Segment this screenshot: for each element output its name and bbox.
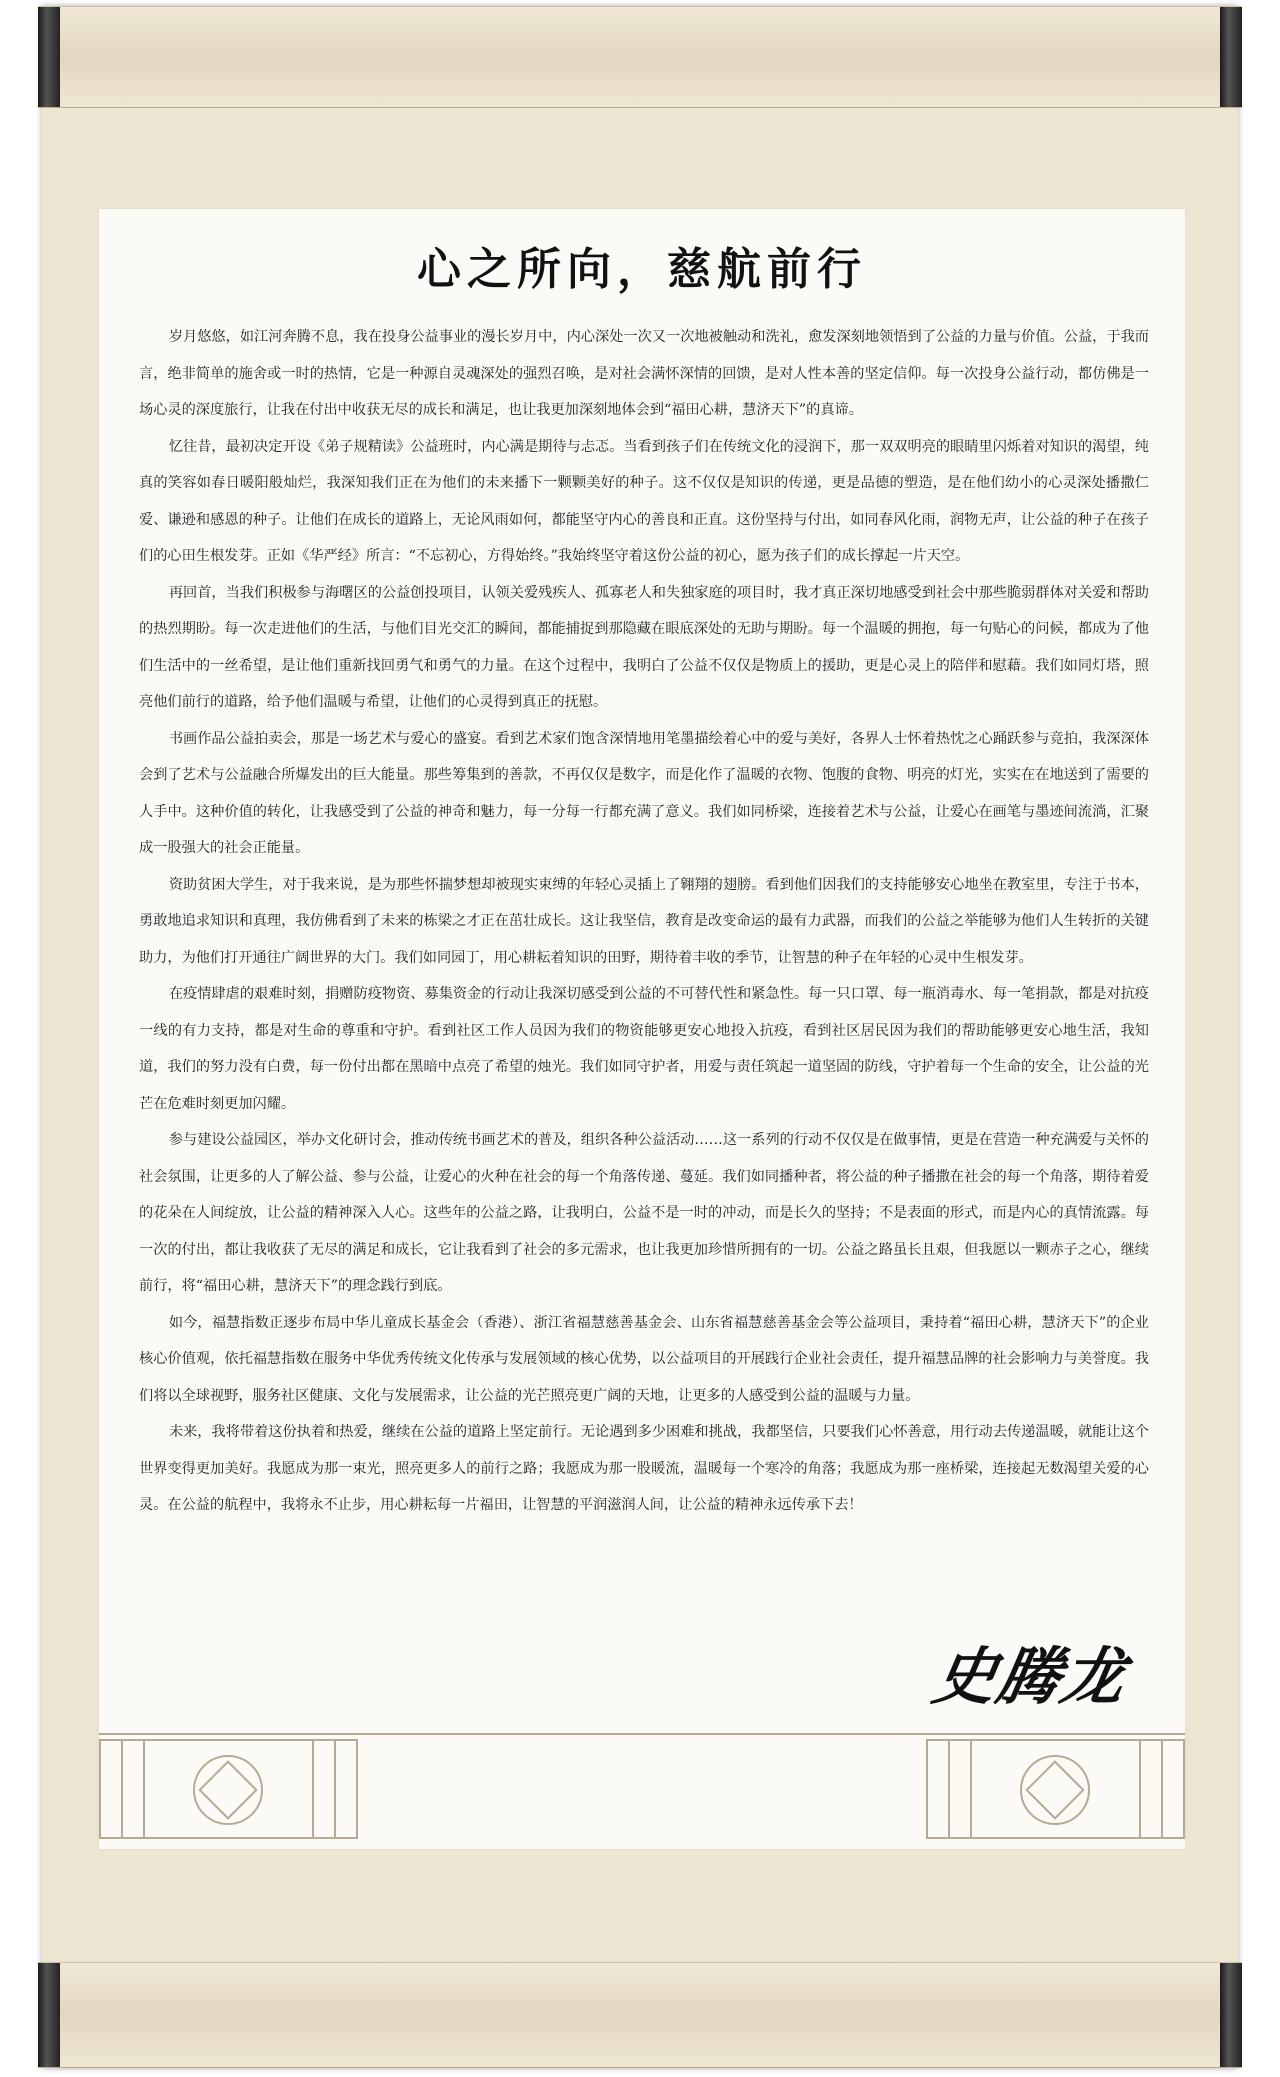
paragraph: 如今，福慧指数正逐步布局中华儿童成长基金会（香港）、浙江省福慧慈善基金会、山东省福慧慈善基金会等公益项目，秉持着“福田心耕，慧济天下”的企业核心价值观，依托福慧指数在服务中华优秀传统文化传承与发展领域的核心优势，以公益项目的开展践行企业社会责任，提升福慧品牌的社会影响力与美誉度。我们将以全球视野，服务社区健康、文化与发展需求，让公益的光芒照亮更广阔的天地，让更多的人感受到公益的温暖与力量。 xyxy=(139,1314,1149,1404)
paragraph: 岁月悠悠，如江河奔腾不息，我在投身公益事业的漫长岁月中，内心深处一次又一次地被触动和洗礼，愈发深刻地领悟到了公益的力量与价值。公益，于我而言，绝非简单的施舍或一时的热情，它是一种源自灵魂深处的强烈召唤，是对社会满怀深情的回馈，是对人性本善的坚定信仰。每一次投身公益行动，都仿佛是一场心灵的深度旅行，让我在付出中收获无尽的成长和满足，也让我更加深刻地体会到“福田心耕，慧济天下”的真谛。 xyxy=(139,329,1149,418)
rod-cap-right xyxy=(1220,7,1242,107)
scroll-bottom-rod xyxy=(38,1962,1242,2068)
signature: 史腾龙 xyxy=(927,1640,1133,1713)
letter-title: 心之所向，慈航前行 xyxy=(417,244,867,295)
paragraph: 参与建设公益园区，举办文化研讨会，推动传统书画艺术的普及，组织各种公益活动……这一系列的行动不仅仅是在做事情，更是在营造一种充满爱与关怀的社会氛围，让更多的人了解公益、参与公益，让爱心的火种在社会的每一个角落传递、蔓延。我们如同播种者，将公益的种子播撒在社会的每一个角落，期待着爱的花朵在人间绽放，让公益的精神深入人心。这些年的公益之路，让我明白，公益不是一时的冲动，而是长久的坚持；不是表面的形式，而是内心的真情流露。每一次的付出，都让我收获了无尽的满足和成长，它让我看到了社会的多元需求，也让我更加珍惜所拥有的一切。公益之路虽长且艰，但我愿以一颗赤子之心，继续前行，将“福田心耕，慧济天下”的理念践行到底。 xyxy=(139,1132,1149,1294)
paragraph: 未来，我将带着这份执着和热爱，继续在公益的道路上坚定前行。无论遇到多少困难和挑战，我都坚信，只要我们心怀善意，用行动去传递温暖，就能让这个世界变得更加美好。我愿成为那一束光，照亮更多人的前行之路；我愿成为那一股暖流，温暖每一个寒冷的角落；我愿成为那一座桥梁，连接起无数渴望关爱的心灵。在公益的航程中，我将永不止步，用心耕耘每一片福田，让智慧的平润滋润人间，让公益的精神永远传承下去！ xyxy=(139,1424,1149,1513)
letter-body xyxy=(139,319,1149,1524)
rod-cap-left xyxy=(38,7,60,107)
paragraph: 再回首，当我们积极参与海曙区的公益创投项目，认领关爱残疾人、孤寡老人和失独家庭的项目时，我才真正深切地感受到社会中那些脆弱群体对关爱和帮助的热烈期盼。每一次走进他们的生活，与他们目光交汇的瞬间，都能捕捉到那隐藏在眼底深处的无助与期盼。每一个温暖的拥抱，每一句贴心的问候，都成为了他们生活中的一丝希望，是让他们重新找回勇气和勇气的力量。在这个过程中，我明白了公益不仅仅是物质上的援助，更是心灵上的陪伴和慰藉。我们如同灯塔，照亮他们前行的道路，给予他们温暖与希望，让他们的心灵得到真正的抚慰。 xyxy=(139,584,1149,710)
rod-cap-right xyxy=(1220,1963,1242,2067)
letter-paper xyxy=(98,208,1186,1850)
scroll-top-rod xyxy=(38,6,1242,108)
paragraph: 资助贫困大学生，对于我来说，是为那些怀揣梦想却被现实束缚的年轻心灵插上了翱翔的翅膀。看到他们因我们的支持能够安心地坐在教室里，专注于书本，勇敢地追求知识和真理，我仿佛看到了未来的栋梁之才正在茁壮成长。这让我坚信，教育是改变命运的最有力武器，而我们的公益之举能够为他们人生转折的关键助力，为他们打开通往广阔世界的大门。我们如同园丁，用心耕耘着知识的田野，期待着丰收的季节，让智慧的种子在年轻的心灵中生根发芽。 xyxy=(139,876,1149,966)
paragraph: 书画作品公益拍卖会，那是一场艺术与爱心的盛宴。看到艺术家们饱含深情地用笔墨描绘着心中的爱与美好，各界人士怀着热忱之心踊跃参与竞拍，我深深体会到了艺术与公益融合所爆发出的巨大能量。那些筹集到的善款，不再仅仅是数字，而是化作了温暖的衣物、饱腹的食物、明亮的灯光，实实在在地送到了需要的人手中。这种价值的转化，让我感受到了公益的神奇和魅力，每一分每一行都充满了意义。我们如同桥梁，连接着艺术与公益，让爱心在画笔与墨迹间流淌，汇聚成一股强大的社会正能量。 xyxy=(139,730,1149,856)
paragraph: 在疫情肆虐的艰难时刻，捐赠防疫物资、募集资金的行动让我深切感受到公益的不可替代性和紧急性。每一只口罩、每一瓶消毒水、每一笔捐款，都是对抗疫一线的有力支持，都是对生命的尊重和守护。看到社区工作人员因为我们的物资能够更安心地投入抗疫，看到社区居民因为我们的帮助能够更安心地生活，我知道，我们的努力没有白费，每一份付出都在黑暗中点亮了希望的烛光。我们如同守护者，用爱与责任筑起一道坚固的防线，守护着每一个生命的安全，让公益的光芒在危难时刻更加闪耀。 xyxy=(139,986,1149,1112)
lattice-ornament-left xyxy=(99,1739,358,1839)
decorative-divider xyxy=(99,1733,1185,1735)
lattice-ornament-right xyxy=(926,1739,1185,1839)
paragraph: 忆往昔，最初决定开设《弟子规精读》公益班时，内心满是期待与忐忑。当看到孩子们在传统文化的浸润下，那一双双明亮的眼睛里闪烁着对知识的渴望，纯真的笑容如春日暖阳般灿烂，我深知我们正在为他们的未来播下一颗颗美好的种子。这不仅仅是知识的传递，更是品德的塑造，是在他们幼小的心灵深处播撒仁爱、谦逊和感恩的种子。让他们在成长的道路上，无论风雨如何，都能坚守内心的善良和正直。这份坚持与付出，如同春风化雨，润物无声，让公益的种子在孩子们的心田生根发芽。正如《华严经》所言：“不忘初心，方得始终。”我始终坚守着这份公益的初心，愿为孩子们的成长撑起一片天空。 xyxy=(139,438,1149,564)
rod-cap-left xyxy=(38,1963,60,2067)
